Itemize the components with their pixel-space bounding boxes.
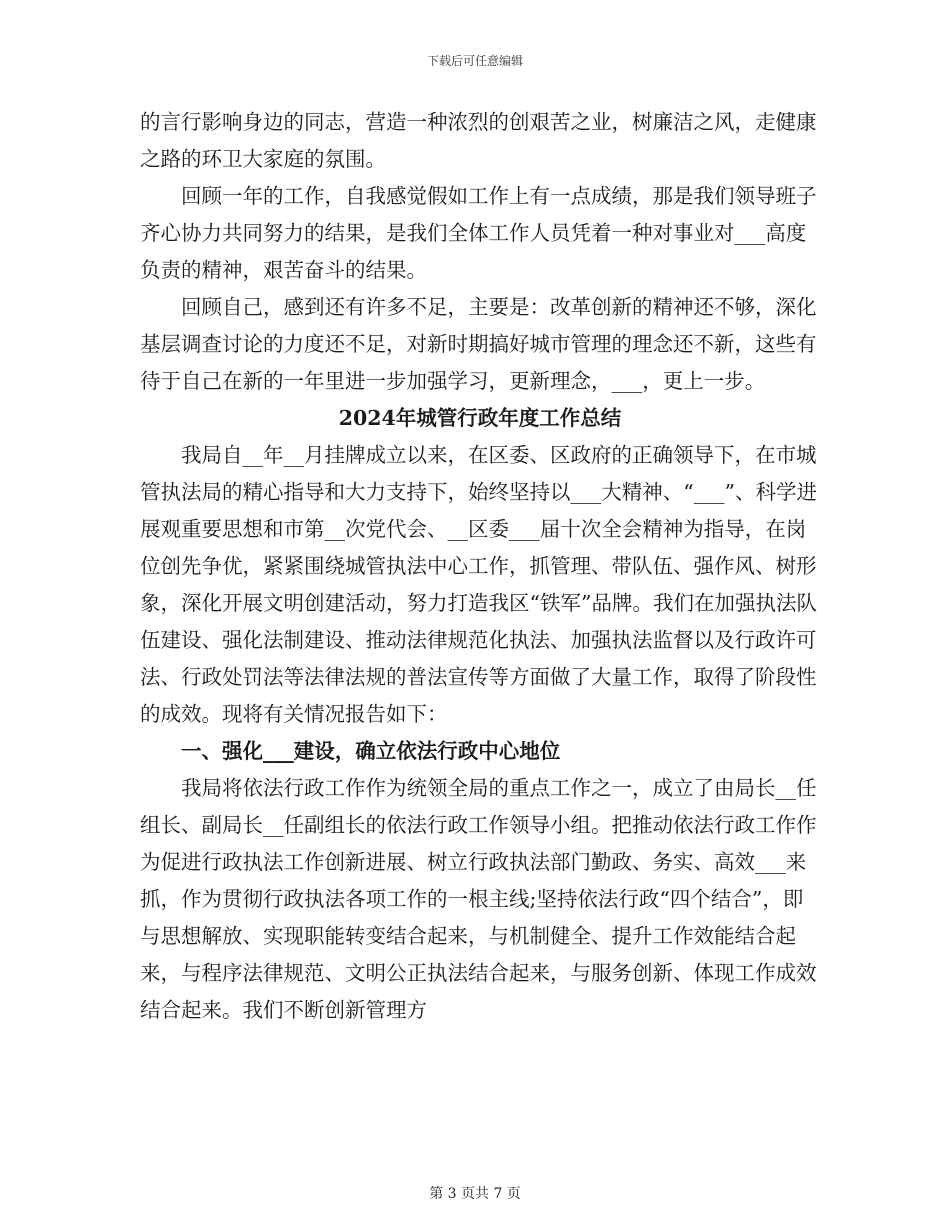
paragraph-continued: 的言行影响身边的同志，营造一种浓烈的创艰苦之业，树廉洁之风，走健康之路的环卫大家庭的氛围。 <box>140 110 817 171</box>
page-number: 第 3 页共 7 页 <box>429 1186 521 1202</box>
document-body <box>140 104 820 1029</box>
paragraph-intro: 我局自__年__月挂牌成立以来，在区委、区政府的正确领导下，在市城管执法局的精心指导和大力支持下，始终坚持以___大精神、“___”、科学进展观重要思想和市第__次党代会、__区委___届十次全会精神为指导，在岗位创先争优，紧紧围绕城管执法中心工作，抓管理、带队伍、强作风、树形象，深化开展文明创建活动，努力打造我区“铁军”品牌。我们在加强执法队伍建设、强化法制建设、推动法律规范化执法、加强执法监督以及行政许可法、行政处罚法等法律法规的普法宣传等方面做了大量工作，取得了阶段性的成效。现将有关情况报告如下： <box>140 443 817 726</box>
sub-heading: 一、强化___建设，确立依法行政中心地位 <box>181 739 561 763</box>
page-header: 下载后可任意编辑 <box>426 54 523 68</box>
paragraph-review-work: 回顾一年的工作，自我感觉假如工作上有一点成绩，那是我们领导班子齐心协力共同努力的结果，是我们全体工作人员凭着一种对事业对___高度负责的精神，艰苦奋斗的结果。 <box>140 184 817 282</box>
paragraph-body: 我局将依法行政工作作为统领全局的重点工作之一，成立了由局长__任组长、副局长__任副组长的依法行政工作领导小组。把推动依法行政工作作为促进行政执法工作创新进展、树立行政执法部门勤政、务实、高效___来抓，作为贯彻行政执法各项工作的一根主线;坚持依法行政“四个结合”，即与思想解放、实现职能转变结合起来，与机制健全、提升工作效能结合起来，与程序法律规范、文明公正执法结合起来，与服务创新、体现工作成效结合起来。我们不断创新管理方 <box>140 776 817 1022</box>
paragraph-review-self: 回顾自己，感到还有许多不足，主要是：改革创新的精神还不够，深化基层调查讨论的力度还不足，对新时期搞好城市管理的理念还不新，这些有待于自己在新的一年里进一步加强学习，更新理念，___，更上一步。 <box>140 295 817 393</box>
section-title: 2024年城管行政年度工作总结 <box>338 406 622 430</box>
